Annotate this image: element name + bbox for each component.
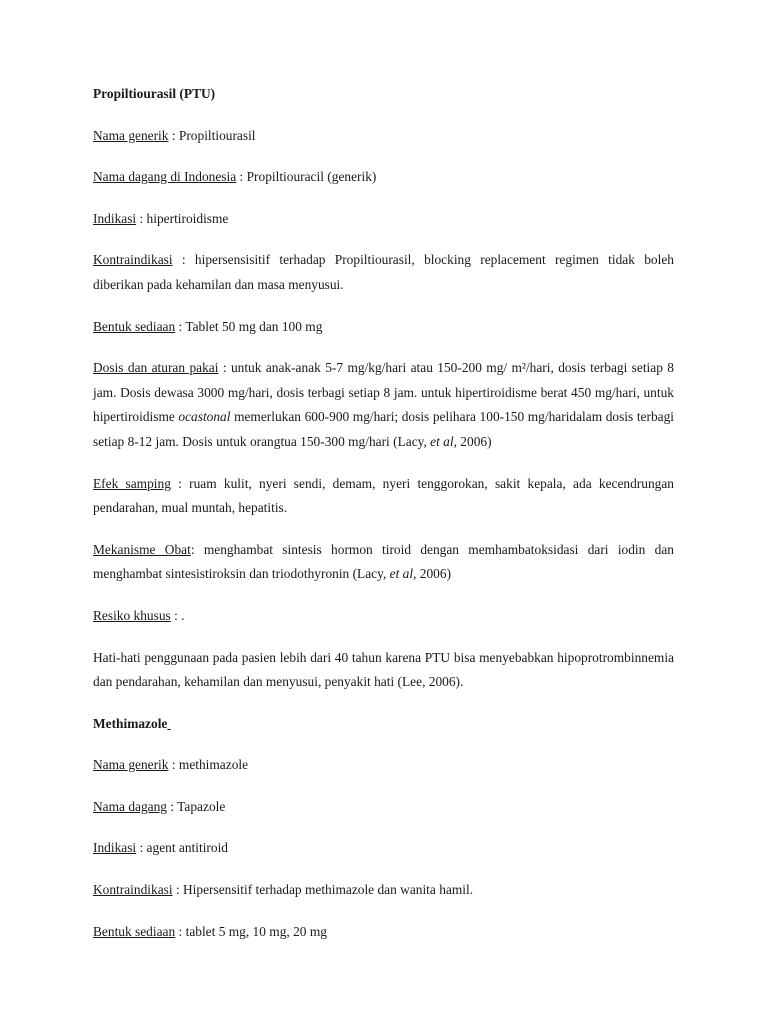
field-value: , 2006) [453,433,492,449]
field-value: : Tapazole [167,798,226,814]
field-label: Nama dagang [93,798,167,814]
field-label: Nama generik [93,757,169,773]
field-label: Mekanisme Obat [93,541,191,557]
field-label: Indikasi [93,210,137,226]
field-value: , 2006) [413,566,452,582]
methimazole-dosage-form [93,920,674,945]
document-page [93,82,674,961]
section-title-text: Methimazole [93,715,168,731]
field-label: Efek samping [93,475,171,491]
ptu-dosage [93,356,674,454]
field-value: : Propiltiourasil [168,127,256,143]
ptu-mechanism [93,538,674,587]
field-label: Bentuk sediaan [93,318,176,334]
ptu-indication [93,207,674,232]
section-title-ptu: Propiltiourasil (PTU) [93,86,216,101]
methimazole-indication [93,836,674,861]
field-label: Kontraindikasi [93,882,173,898]
ptu-caution: Hati-hati penggunaan pada pasien lebih dari 40 tahun karena PTU bisa menyebabkan hipoprotrombinnemia dan pendarahan, kehamilan dan menyusui, penyakit hati (Lee, 2006). [93,649,674,690]
field-value: memerlukan 600-900 mg/hari; dosis pelihara 100-150 mg/haridalam dosis terbagi setiap 8-12 jam. Dosis untuk orangtua 150-300 mg/hari (Lacy, [93,409,674,449]
field-value: : methimazole [168,757,249,773]
title-underscore [167,716,170,731]
field-label: Indikasi [93,840,137,856]
field-label: Bentuk sediaan [93,923,176,939]
methimazole-contraindication [93,878,674,903]
field-value: : menghambat sintesis hormon tiroid dengan memhambatoksidasi dari iodin dan menghambat sintesistiroksin dan triodothyronin (Lacy, [93,541,674,582]
ptu-trade-name [93,165,674,190]
field-label: Nama generik [93,127,169,143]
italic-term: et al [389,566,414,582]
field-value: : agent antitiroid [136,840,228,856]
field-label: Kontraindikasi [93,252,173,268]
ptu-contraindication [93,248,674,297]
ptu-side-effects [93,472,674,521]
field-value: : Hipersensitif terhadap methimazole dan wanita hamil. [172,882,474,898]
methimazole-generic-name [93,753,674,778]
field-value: : untuk anak-anak 5-7 mg/kg/hari atau 150-200 mg/ m²/hari, dosis terbagi setiap 8 jam. Dosis dewasa 3000 mg/hari, dosis terbagi setiap 8 jam. untuk hipertiroidisme berat 450 mg/hari, untuk hipertiroidisme [93,360,674,425]
field-label: Resiko khusus [93,607,171,623]
field-value: : Propiltiouracil (generik) [236,169,377,185]
ptu-generic-name [93,124,674,149]
ptu-dosage-form [93,315,674,340]
italic-term: et al [430,433,454,449]
field-value: : ruam kulit, nyeri sendi, demam, nyeri tenggorokan, sakit kepala, ada kecendrungan pendarahan, mual muntah, hepatitis. [93,475,674,516]
field-value: : hipertiroidisme [136,210,229,226]
field-value: : hipersensisitif terhadap Propiltiourasil, blocking replacement regimen tidak boleh diberikan pada kehamilan dan masa menyusui. [93,252,674,292]
field-value: : tablet 5 mg, 10 mg, 20 mg [175,923,327,939]
ptu-special-risk [93,604,674,629]
field-label: Dosis dan aturan pakai [93,360,219,376]
methimazole-trade-name [93,795,674,820]
italic-term: ocastonal [178,409,231,425]
field-value: : Tablet 50 mg dan 100 mg [175,318,323,334]
section-title-methimazole [93,712,674,737]
field-value: : . [170,607,185,623]
field-label: Nama dagang di Indonesia [93,169,237,185]
